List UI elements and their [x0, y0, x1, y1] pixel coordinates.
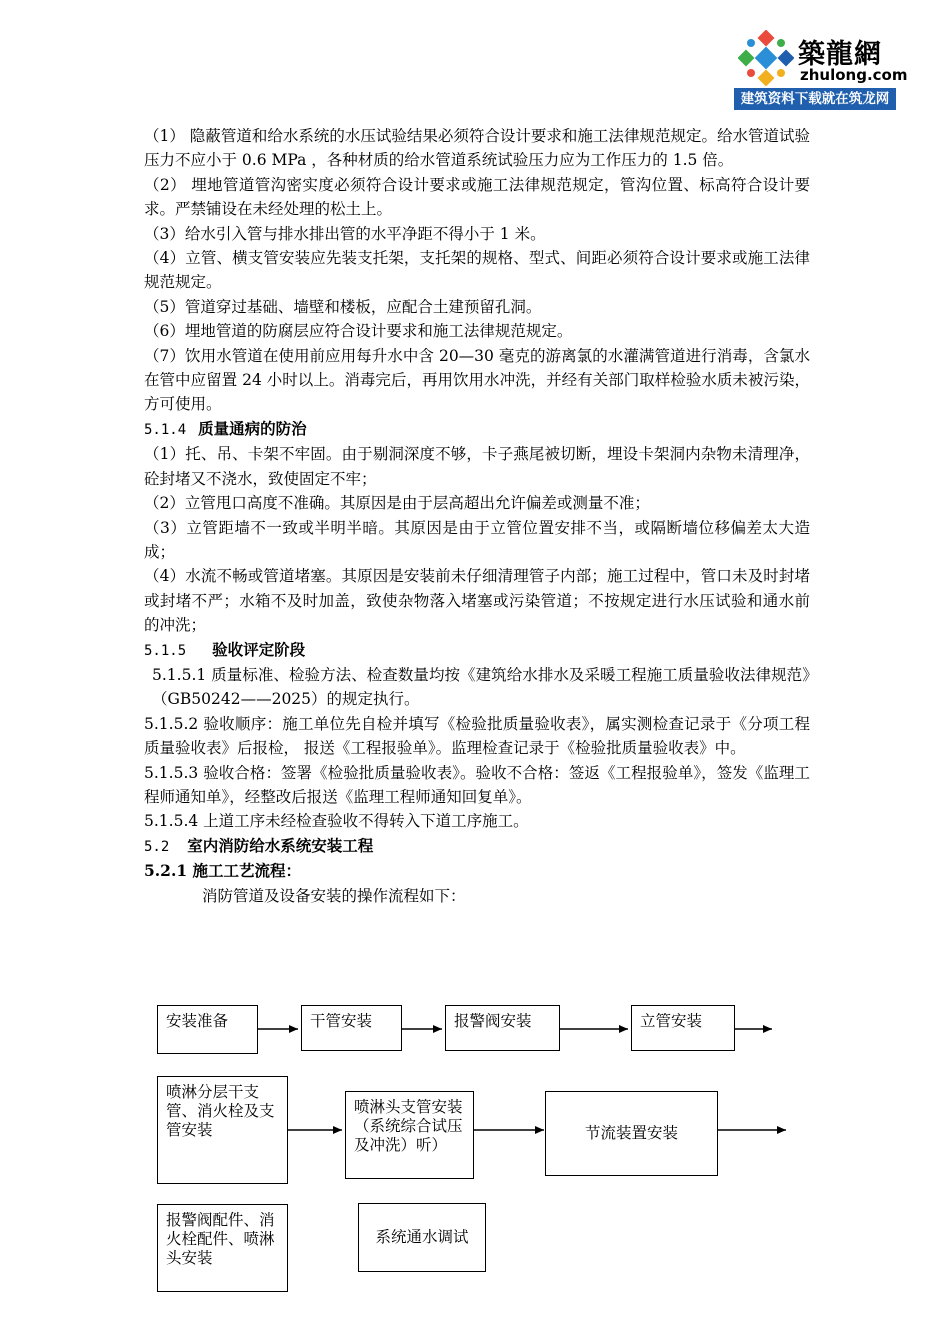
- logo-slogan: 建筑资料下载就在筑龙网: [734, 88, 896, 110]
- section-number: 5.2: [144, 838, 170, 855]
- section-heading-5-1-4: [144, 417, 810, 442]
- flow-box-sprinkler-head-pipe: 喷淋头支管安装（系统综合试压及冲洗）听）: [345, 1091, 474, 1179]
- acceptance-4: 5.1.5.4 上道工序未经检查验收不得转入下道工序施工。: [144, 812, 529, 831]
- flow-box-fittings: 报警阀配件、消火栓配件、喷淋头安装: [157, 1204, 288, 1292]
- flow-box-sprinkler-branch: 喷淋分层干支管、消火栓及支管安装: [157, 1076, 288, 1184]
- document-body: [144, 124, 810, 908]
- acceptance-2: 5.1.5.2 验收顺序：施工单位先自检并填写《检验批质量验收表》，属实测检查记录于《分项工程质量验收表》后报检， 报送《工程报验单》。监理检查记录于《检验批质量验收表》中。: [144, 714, 810, 758]
- acceptance-3: 5.1.5.3 验收合格：签署《检验批质量验收表》。验收不合格：签返《工程报验单》，签发《监理工程师通知单》，经整改后报送《监理工程师通知回复单》。: [144, 763, 810, 806]
- section-number: 5.1.4: [144, 421, 187, 438]
- defect-2: （2）立管甩口高度不准确。其原因是由于层高超出允许偏差或测量不准；: [144, 494, 650, 513]
- section-title: 5.2.1 施工工艺流程：: [144, 861, 302, 881]
- acceptance-1: 5.1.5.1 质量标准、检验方法、检查数量均按《建筑给水排水及采暖工程施工质量验收法律规范》（GB50242——2025）的规定执行。: [152, 665, 810, 709]
- flow-box-commissioning: 系统通水调试: [358, 1203, 486, 1272]
- section-title: 室内消防给水系统安装工程: [187, 835, 374, 855]
- snowflake-logo-icon: [738, 30, 794, 86]
- paragraph-5: （5）管道穿过基础、墙壁和楼板，应配合土建预留孔洞。: [144, 297, 542, 316]
- flow-box-alarm-valve: 报警阀安装: [445, 1005, 560, 1051]
- paragraph-3: （3）给水引入管与排水排出管的水平净距不得小于 1 米。: [144, 224, 546, 243]
- flow-box-riser: 立管安装: [631, 1005, 735, 1051]
- defect-3: （3）立管距墙不一致或半明半暗。其原因是由于立管位置安排不当，或隔断墙位移偏差太大造成；: [144, 518, 810, 561]
- zhulong-logo: [734, 26, 908, 110]
- flow-box-throttle: 节流装置安装: [545, 1091, 718, 1176]
- section-heading-5-1-5: [144, 638, 810, 663]
- section-number: 5.1.5: [144, 642, 187, 659]
- section-heading-5-2: [144, 834, 810, 859]
- section-heading-5-2-1: [144, 859, 810, 883]
- defect-4: （4）水流不畅或管道堵塞。其原因是安装前未仔细清理管子内部；施工过程中，管口未及时封堵或封堵不严；水箱不及时加盖，致使杂物落入堵塞或污染管道；不按规定进行水压试验和通水前的冲洗；: [144, 567, 810, 635]
- paragraph-6: （6）埋地管道的防腐层应符合设计要求和施工法律规范规定。: [144, 322, 573, 341]
- flow-box-main-pipe: 干管安装: [301, 1005, 402, 1051]
- flow-box-prep: 安装准备: [157, 1005, 258, 1054]
- paragraph-1: （1） 隐蔽管道和给水系统的水压试验结果必须符合设计要求和施工法律规范规定。给水管道试验压力不应小于 0.6 MPa ，各种材质的给水管道系统试验压力应为工作压力的 1.5 倍。: [144, 127, 810, 170]
- paragraph-4: （4）立管、横支管安装应先装支托架，支托架的规格、型式、间距必须符合设计要求或施工法律规范规定。: [144, 249, 810, 292]
- paragraph-7: （7）饮用水管道在使用前应用每升水中含 20—30 毫克的游离氯的水灌满管道进行消毒，含氯水在管中应留置 24 小时以上。消毒完后，再用饮用水冲洗，并经有关部门取样检验水质未被污染，方可使用。: [144, 346, 810, 414]
- logo-domain: zhulong.com: [800, 66, 908, 84]
- section-title: 验收评定阶段: [212, 639, 306, 659]
- flow-intro: 消防管道及设备安装的操作流程如下：: [202, 886, 466, 905]
- defect-1: （1）托、吊、卡架不牢固。由于剔洞深度不够，卡子燕尾被切断，埋设卡架洞内杂物未清理净，砼封堵又不浇水，致使固定不牢；: [144, 445, 810, 488]
- logo-name: 築龍網: [798, 39, 882, 70]
- section-title: 质量通病的防治: [198, 418, 307, 438]
- paragraph-2: （2） 埋地管道管沟密实度必须符合设计要求或施工法律规范规定，管沟位置、标高符合设计要求。严禁铺设在未经处理的松土上。: [144, 175, 810, 219]
